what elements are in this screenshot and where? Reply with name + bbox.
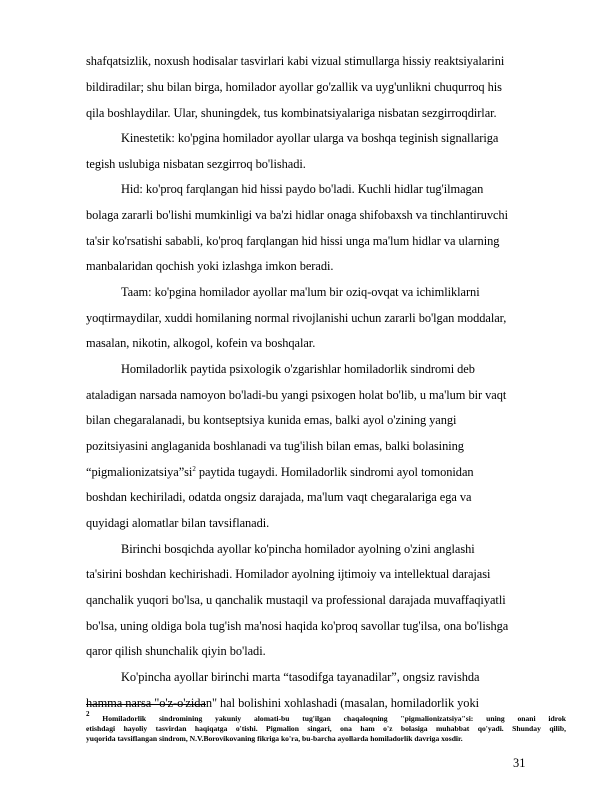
footnote-marker: 2: [86, 710, 90, 718]
body-text-line: masalan, nikotin, alkogol, kofein va boshqalar.: [86, 336, 316, 350]
body-text-line: ataladigan narsada namoyon bo'ladi-bu yangi psixogen holat bo'lib, u ma'lum bir vaqt: [86, 388, 507, 402]
body-text-line: bildiradilar; shu bilan birga, homilador ayollar go'zallik va uyg'unlikni chuqurroq his: [86, 80, 502, 94]
body-text-line: pozitsiyasini anglaganida boshlanadi va tug'ilish bilan emas, balki bolasining: [86, 439, 464, 453]
paragraph-first-line: Taam: ko'pgina homilador ayollar ma'lum bir oziq-ovqat va ichimliklarni: [121, 285, 480, 299]
body-text-line: manbalaridan qochish yoki izlashga imkon beradi.: [86, 259, 334, 273]
body-text-line: hamma narsa "o'z-o'zidan" hal bolishini xohlashadi (masalan, homiladorlik yoki: [86, 696, 479, 710]
paragraph-first-line: Hid: ko'proq farqlangan hid hissi paydo bo'ladi. Kuchli hidlar tug'ilmagan: [121, 182, 484, 196]
footnote-reference[interactable]: 2: [192, 465, 196, 473]
body-text-line: bilan chegaralanadi, bu kontseptsiya kunida emas, balki ayol o'zining yangi: [86, 413, 457, 427]
footnote-text: Homiladorlik sindromining yakuniy alomati-bu tug'ilgan chaqaloqning "pigmalionizatsiya"si: uning onani idrok: [102, 714, 566, 723]
line-start-text: “pigmalionizatsiya”si: [86, 465, 193, 479]
body-text-line: boshdan kechiriladi, odatda ongsiz darajada, ma'lum vaqt chegaralariga ega va: [86, 490, 472, 504]
paragraph-first-line: Birinchi bosqichda ayollar ko'pincha homilador ayolning o'zini anglashi: [121, 542, 475, 556]
line-end-text: paytida tugaydi. Homiladorlik sindromi ayol tomonidan: [195, 465, 474, 479]
page-number: 31: [513, 756, 526, 770]
body-text-line: ta'sir ko'rsatishi sababli, ko'proq farqlangan hid hissi unga ma'lum hidlar va ularning: [86, 234, 500, 248]
body-text-line: qila boshlaydilar. Ular, shuningdek, tus kombinatsiyalariga nisbatan sezgirroqdirlar.: [86, 106, 497, 120]
paragraph-first-line: Ko'pincha ayollar birinchi marta “tasodifga tayanadilar”, ongsiz ravishda: [121, 670, 480, 684]
body-text-line: quyidagi alomatlar bilan tavsiflanadi.: [86, 516, 270, 530]
footnote-line: yuqorida tavsiflangan sindrom, N.V.Borovikovaning fikriga ko'ra, bu-barcha ayollarda homiladorlik davriga xosdir.: [86, 734, 463, 743]
footnote: [86, 710, 566, 744]
paragraph-first-line: Kinestetik: ko'pgina homilador ayollar ularga va boshqa teginish signallariga: [121, 131, 499, 145]
footnote-line: [86, 710, 566, 724]
body-text-line: bolaga zararli bo'lishi mumkinligi va ba'zi hidlar onaga shifobaxsh va tinchlantiruvchi: [86, 208, 508, 222]
body-text-line: qanchalik yuqori bo'lsa, u qanchalik mustaqil va professional darajada muvaffaqiyatli: [86, 593, 506, 607]
paragraph-first-line: Homiladorlik paytida psixologik o'zgarishlar homiladorlik sindromi deb: [121, 362, 475, 376]
body-text-line: yoqtirmaydilar, xuddi homilaning normal rivojlanishi uchun zararli bo'lgan moddalar,: [86, 311, 507, 325]
footnote-separator: [86, 704, 206, 705]
body-text-line: qaror qilish shunchalik qiyin bo'ladi.: [86, 644, 266, 658]
body-text-line: shafqatsizlik, noxush hodisalar tasvirlari kabi vizual stimullarga hissiy reaktsiyalarini: [86, 54, 505, 68]
body-text-line: bo'lsa, uning oldiga bola tug'ish ma'nosi haqida ko'proq savollar tug'ilsa, ona bo'lishga: [86, 619, 509, 633]
body-text-line: tegish uslubiga nisbatan sezgirroq bo'lishadi.: [86, 157, 306, 171]
body-text-line: ta'sirini boshdan kechirishadi. Homilador ayolning ijtimoiy va intellektual darajasi: [86, 567, 491, 581]
body-text-line-with-footnote: [86, 465, 474, 479]
footnote-line: etishdagi hayoliy tasvirdan haqiqatga o'tishi. Pigmalion singari, ona ham o'z bolasiga muhabbat qo'yadi. Shunday qilib,: [86, 724, 566, 733]
